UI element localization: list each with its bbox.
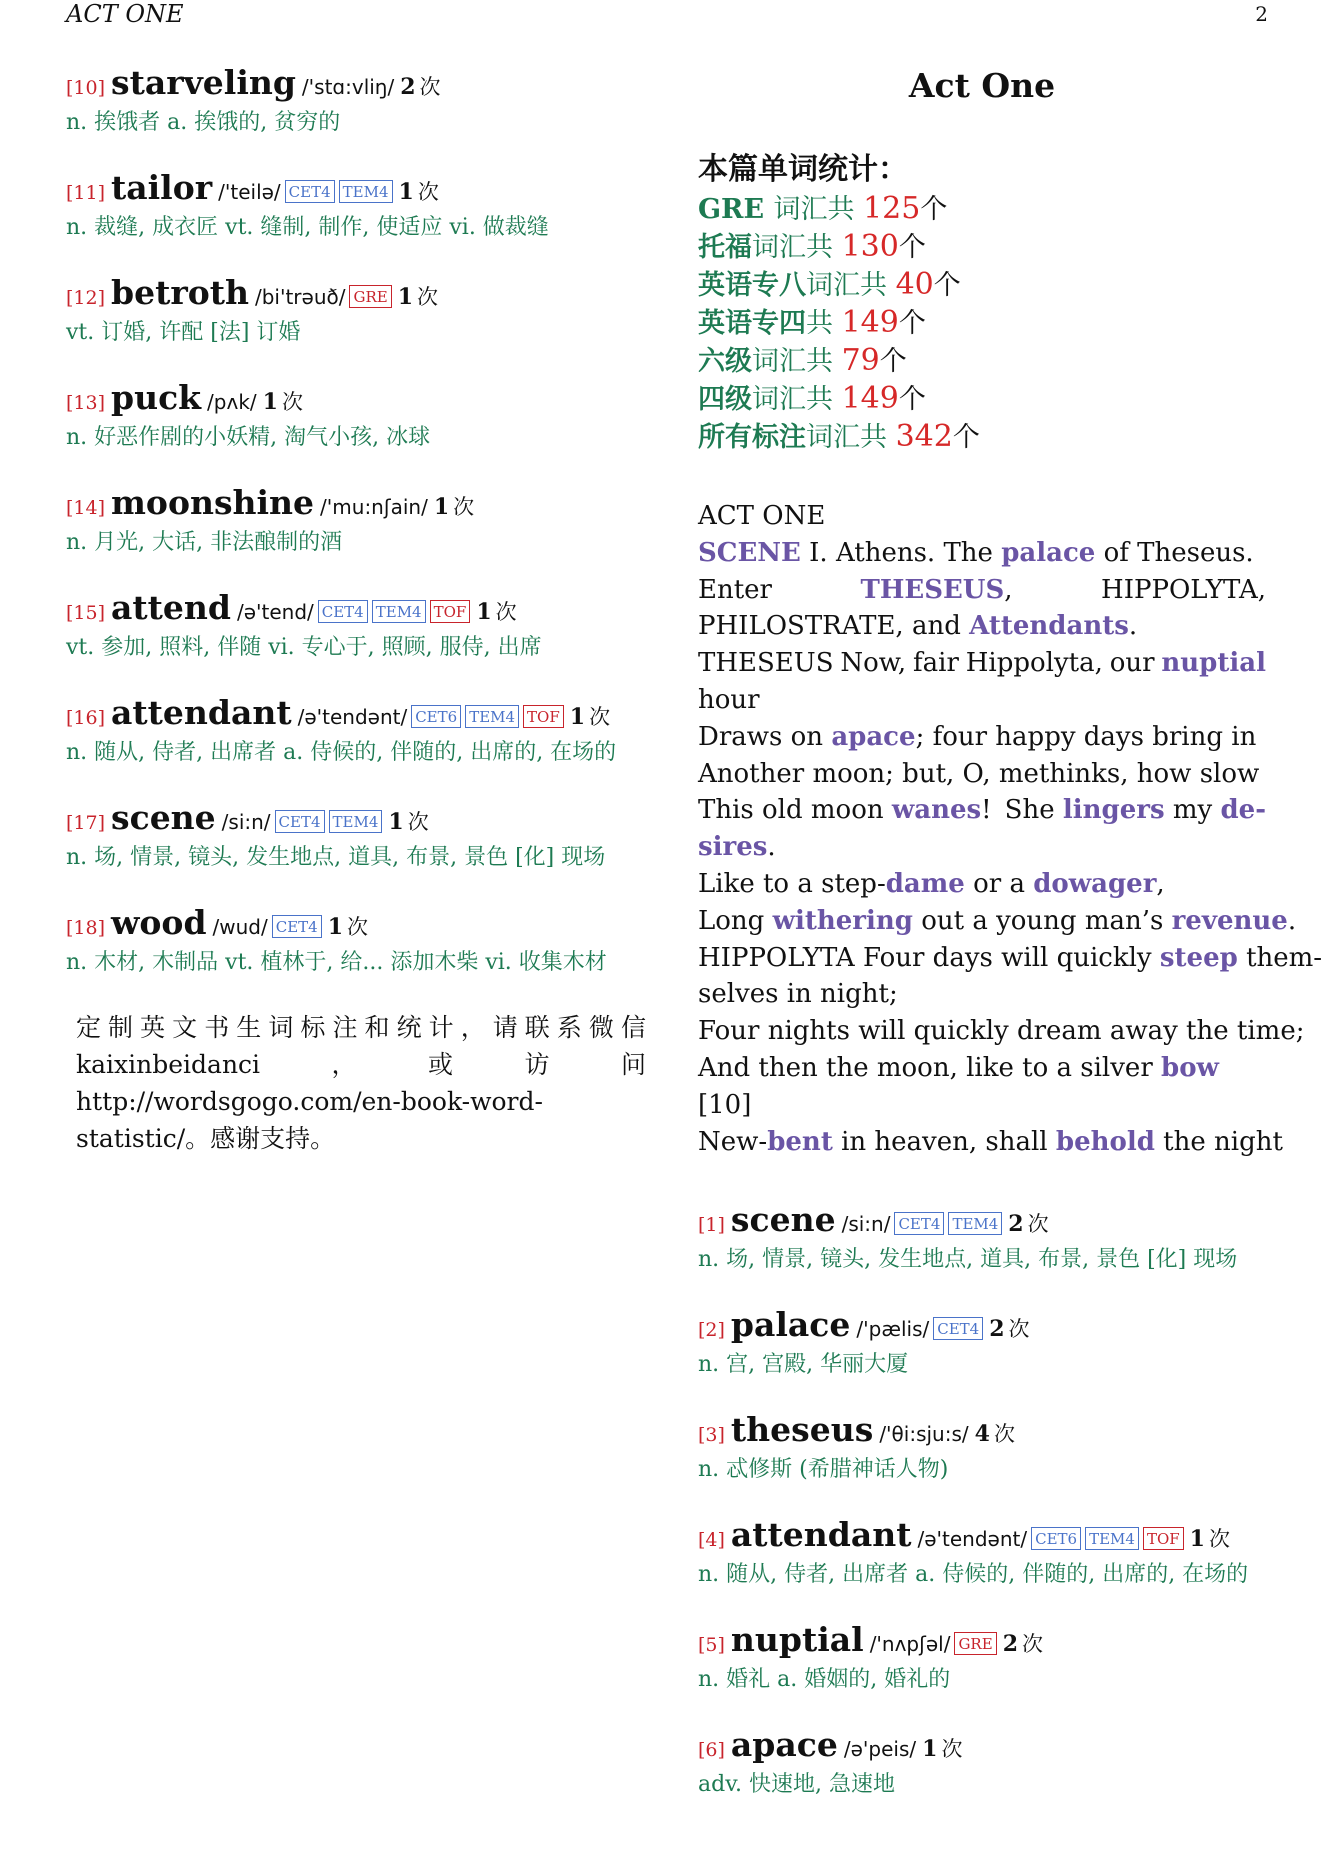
text-line: [698, 866, 1266, 903]
entry-head: [66, 694, 646, 738]
definition: n. 随从, 侍者, 出席者 a. 侍候的, 伴随的, 出席的, 在场的: [698, 1562, 1249, 1588]
text-line: [698, 572, 1266, 609]
phonetic: /'mu:nʃain/: [320, 495, 428, 519]
text-line: [698, 1124, 1283, 1161]
stat-count: 342: [895, 419, 953, 454]
phonetic: /ə'tendənt/: [297, 705, 408, 729]
count-unit: 次: [347, 915, 369, 939]
entry-number: [5]: [698, 1634, 725, 1657]
definition: n. 场, 情景, 镜头, 发生地点, 道具, 布景, 景色 [化] 现场: [698, 1247, 1238, 1273]
entry-number: [14]: [66, 497, 106, 519]
vocab-entry: [698, 1726, 1266, 1800]
phonetic: /wud/: [212, 915, 268, 939]
entry-number: [13]: [66, 392, 106, 414]
stat-count: 79: [841, 343, 880, 378]
word-group: [966, 645, 1103, 682]
phonetic: /ə'tend/: [236, 600, 314, 624]
definition: vt. 订婚, 许配 [法] 订婚: [66, 320, 301, 345]
vocab-highlight: de-: [1220, 795, 1266, 826]
vocab-highlight: bow: [1161, 1052, 1219, 1083]
headword: attendant: [730, 1515, 912, 1555]
word-group: [1161, 645, 1266, 682]
headword: attend: [111, 588, 231, 627]
entry-head: [66, 379, 646, 423]
headword: palace: [730, 1305, 851, 1345]
stat-count: 125: [863, 191, 921, 226]
definition: n. 好恶作剧的小妖精, 淘气小孩, 冰球: [66, 425, 431, 450]
promo-text: 定制英文书生词标注和统计，请联系微信 kaixinbeidanci，或访问 http://wordsgogo.com/en-book-word-statistic/。感谢支持。: [76, 1013, 646, 1153]
level-tag: TEM4: [1085, 1527, 1139, 1550]
text-line: [698, 903, 1297, 940]
entry-head: [698, 1411, 1266, 1455]
count-unit: 次: [1022, 1632, 1043, 1657]
entry-head: [698, 1201, 1266, 1245]
stat-label: 英语专八: [698, 270, 806, 301]
definition: n. 场, 情景, 镜头, 发生地点, 道具, 布景, 景色 [化] 现场: [66, 845, 606, 870]
entry-head: [66, 799, 646, 843]
text-segment: And then the moon, like to a silver: [698, 1052, 1162, 1083]
page-number: 2: [1255, 2, 1268, 26]
stat-word: 共: [806, 308, 842, 339]
right-column: [698, 64, 1322, 1831]
play-text: [698, 498, 1322, 1160]
vocab-entry: [698, 1516, 1266, 1590]
stat-word: 词汇共: [806, 422, 896, 453]
vocab-highlight: withering: [772, 905, 913, 936]
text-segment: .: [767, 832, 776, 863]
text-segment: ACT ONE: [698, 501, 826, 531]
headword: tailor: [111, 168, 213, 207]
count-unit: 次: [417, 180, 439, 204]
definition: n. 月光, 大话, 非法酿制的酒: [66, 530, 343, 555]
entry-head: [66, 169, 646, 213]
entry-number: [15]: [66, 602, 106, 624]
stat-line: [698, 304, 1266, 342]
vocab-entry: [698, 1621, 1266, 1695]
entry-head: [698, 1516, 1266, 1560]
entry-number: [18]: [66, 917, 106, 939]
entry-head: [66, 484, 646, 528]
definition: n. 忒修斯 (希腊神话人物): [698, 1457, 949, 1483]
definition: n. 裁缝, 成衣匠 vt. 缝制, 制作, 使适应 vi. 做裁缝: [66, 215, 549, 240]
count-unit: 次: [453, 495, 475, 519]
vocab-entry: [66, 904, 646, 978]
level-tag: CET4: [272, 915, 322, 938]
text-segment: Long: [698, 905, 773, 936]
count-unit: 次: [419, 75, 441, 99]
count-unit: 次: [1208, 1527, 1230, 1552]
definition: vt. 参加, 照料, 伴随 vi. 专心于, 照顾, 服侍, 出席: [66, 635, 542, 660]
level-tag: TEM4: [372, 600, 426, 623]
headword: wood: [111, 903, 207, 942]
definition: n. 挨饿者 a. 挨饿的, 贫穷的: [66, 110, 341, 135]
text-segment: !: [981, 795, 992, 826]
headword: starveling: [111, 63, 296, 102]
occurrence-count: 2: [1002, 1631, 1018, 1658]
stat-unit: 个: [879, 346, 907, 377]
stat-line: [698, 190, 1266, 228]
level-tag: GRE: [349, 285, 391, 308]
entry-number: [3]: [698, 1424, 725, 1447]
level-tag: CET6: [1031, 1527, 1081, 1550]
vocab-highlight: dowager: [1033, 868, 1157, 899]
headword: apace: [730, 1725, 838, 1765]
entry-head: [698, 1621, 1266, 1665]
count-unit: 次: [281, 390, 303, 414]
level-tag: TOF: [523, 705, 564, 728]
level-tag: CET4: [933, 1317, 983, 1340]
stat-count: 130: [841, 229, 899, 264]
phonetic: /'pælis/: [856, 1317, 930, 1342]
occurrence-count: 1: [476, 599, 492, 625]
entry-head: [66, 589, 646, 633]
text-segment: HIPPOLYTA Four days will quickly: [698, 942, 1160, 973]
headword: moonshine: [111, 483, 315, 522]
phonetic: /ə'tendənt/: [917, 1527, 1028, 1552]
text-segment: I. Athens. The: [800, 537, 1002, 568]
stat-label: 六级: [698, 346, 752, 377]
stat-word: 词汇共: [806, 270, 896, 301]
text-segment: the night: [1154, 1126, 1283, 1157]
text-segment: PHILOSTRATE, and: [698, 611, 970, 642]
vocab-entry: [66, 64, 646, 138]
text-segment: Draws on: [698, 721, 832, 752]
word-group: [698, 645, 834, 682]
stat-count: 149: [841, 381, 899, 416]
vocab-highlight: dame: [885, 868, 965, 899]
text-segment: .: [1128, 611, 1138, 642]
level-tag: CET6: [411, 705, 461, 728]
word-group: [698, 792, 992, 829]
stat-count: 40: [895, 267, 934, 302]
level-tag: TEM4: [948, 1212, 1002, 1235]
stat-line: [698, 380, 1266, 418]
vocab-highlight: sires: [698, 832, 768, 863]
vocab-entry: [66, 379, 646, 453]
text-line: [698, 682, 1266, 719]
occurrence-count: 1: [388, 809, 404, 835]
count-unit: 次: [407, 810, 429, 834]
definition: n. 宫, 宫殿, 华丽大厦: [698, 1352, 909, 1378]
count-unit: 次: [589, 705, 611, 729]
vocab-highlight: Attendants: [969, 611, 1129, 642]
text-segment: Hippolyta,: [965, 648, 1103, 679]
stat-unit: 个: [898, 232, 926, 263]
text-segment: She: [1004, 795, 1063, 826]
phonetic: /'stɑ:vliŋ/: [301, 75, 395, 99]
headword: puck: [111, 378, 202, 417]
word-group: [1101, 572, 1266, 609]
level-tag: TOF: [430, 600, 471, 623]
text-segment: Like to a step-: [698, 868, 886, 899]
definition: adv. 快速地, 急速地: [698, 1772, 895, 1798]
occurrence-count: 1: [1189, 1526, 1205, 1553]
stat-line: [698, 228, 1266, 266]
occurrence-count: 2: [400, 74, 416, 100]
stat-label: 四级: [698, 384, 752, 415]
vocab-entry: [66, 589, 646, 663]
stat-word: 词汇共: [773, 194, 864, 225]
text-segment: selves in night;: [698, 979, 898, 1010]
text-line: [698, 829, 1266, 866]
text-segment: ,: [1156, 868, 1165, 899]
text-line: [698, 535, 1266, 572]
vocab-highlight: apace: [831, 721, 916, 752]
occurrence-count: 2: [1008, 1211, 1024, 1238]
occurrence-count: 1: [327, 914, 344, 940]
stats-lines: [698, 190, 1266, 456]
text-segment: in heaven, shall: [832, 1126, 1056, 1157]
text-segment: .: [1287, 905, 1297, 936]
occurrence-count: 1: [398, 179, 414, 205]
stat-count: 149: [841, 305, 899, 340]
stat-unit: 个: [933, 270, 961, 301]
stat-word: 词汇共: [752, 384, 842, 415]
text-line: [698, 976, 1266, 1013]
text-line: [698, 792, 1266, 829]
text-segment: Four nights will quickly dream away the time;: [698, 1016, 1305, 1047]
vocab-highlight: lingers: [1062, 795, 1165, 826]
stat-word: 词汇共: [752, 232, 842, 263]
entry-head: [66, 904, 646, 948]
phonetic: /bi'trəuð/: [254, 285, 346, 309]
level-tag: TEM4: [339, 180, 393, 203]
stat-line: [698, 266, 1266, 304]
vocab-highlight: wanes: [891, 795, 982, 826]
left-column: [66, 64, 646, 1157]
entry-number: [1]: [698, 1214, 725, 1237]
vocab-highlight: steep: [1159, 942, 1238, 973]
text-segment: fair: [913, 648, 959, 679]
vocab-entry: [66, 484, 646, 558]
vocab-list-right: [698, 1201, 1266, 1800]
occurrence-count: 1: [569, 704, 586, 730]
text-segment: them-: [1237, 942, 1322, 973]
stat-label: 所有标注: [698, 422, 806, 453]
headword: attendant: [111, 693, 292, 732]
level-tag: TEM4: [465, 705, 519, 728]
word-group: [860, 572, 1012, 609]
phonetic: /'teilə/: [218, 180, 281, 204]
entry-number: [10]: [66, 77, 106, 99]
level-tag: TOF: [1143, 1527, 1184, 1550]
occurrence-count: 1: [433, 494, 450, 520]
stat-word: 词汇共: [752, 346, 842, 377]
stats-heading: 本篇单词统计：: [698, 152, 908, 187]
definition: n. 婚礼 a. 婚姻的, 婚礼的: [698, 1667, 951, 1693]
stat-unit: 个: [898, 308, 926, 339]
text-segment: Enter: [698, 574, 772, 605]
definition: n. 随从, 侍者, 出席者 a. 侍候的, 伴随的, 出席的, 在场的: [66, 740, 617, 765]
stat-line: [698, 418, 1266, 456]
vocab-entry: [698, 1201, 1266, 1275]
word-group: [1005, 792, 1266, 829]
word-stats: [698, 150, 1266, 456]
text-line: [698, 719, 1266, 756]
text-line: [698, 498, 1266, 535]
text-segment: This old moon: [698, 795, 892, 826]
vocab-entry: [698, 1306, 1266, 1380]
occurrence-count: 1: [922, 1736, 938, 1763]
vocab-highlight: THESEUS: [860, 574, 1005, 605]
text-line: [698, 645, 1266, 682]
occurrence-count: 1: [397, 284, 414, 310]
text-line: [698, 940, 1322, 977]
phonetic: /'nʌpʃəl/: [869, 1632, 951, 1657]
count-unit: 次: [941, 1737, 963, 1762]
text-segment: hour: [698, 684, 760, 715]
phonetic: /pʌk/: [207, 390, 257, 414]
level-tag: CET4: [285, 180, 335, 203]
level-tag: TEM4: [329, 810, 383, 833]
occurrence-count: 1: [262, 389, 278, 415]
word-group: [698, 572, 772, 609]
text-segment: THESEUS: [698, 648, 834, 679]
count-unit: 次: [1027, 1212, 1049, 1237]
entry-head: [698, 1306, 1266, 1350]
text-segment: HIPPOLYTA,: [1101, 574, 1266, 605]
text-segment: ,: [1004, 574, 1013, 605]
text-segment: or a: [964, 868, 1034, 899]
level-tag: GRE: [954, 1632, 996, 1655]
count-unit: 次: [495, 600, 517, 624]
text-segment: out a young man’s: [912, 905, 1172, 936]
entry-number: [17]: [66, 812, 106, 834]
stat-unit: 个: [952, 422, 980, 453]
entry-number: [4]: [698, 1529, 725, 1552]
vocab-list-left: [66, 64, 646, 978]
phonetic: /si:n/: [841, 1212, 891, 1237]
headword: betroth: [111, 273, 249, 312]
stat-label: GRE: [698, 194, 774, 225]
vocab-entry: [698, 1411, 1266, 1485]
entry-number: [6]: [698, 1739, 725, 1762]
text-line: [698, 756, 1266, 793]
entry-head: [698, 1726, 1266, 1770]
word-group: [913, 645, 959, 682]
entry-head: [66, 64, 646, 108]
text-line: [698, 608, 1266, 645]
headword: nuptial: [730, 1620, 864, 1660]
stat-label: 英语专四: [698, 308, 806, 339]
vocab-entry: [66, 274, 646, 348]
word-group: [840, 645, 906, 682]
vocab-highlight: palace: [1001, 537, 1096, 568]
text-segment: New-: [698, 1126, 768, 1157]
entry-number: [11]: [66, 182, 106, 204]
phonetic: /si:n/: [221, 810, 271, 834]
text-line: [698, 1050, 1266, 1087]
level-tag: CET4: [894, 1212, 944, 1235]
occurrence-count: 4: [974, 1421, 990, 1448]
text-line: [698, 1013, 1305, 1050]
vocab-highlight: nuptial: [1161, 648, 1266, 679]
stat-line: [698, 342, 1266, 380]
vocab-highlight: SCENE: [698, 537, 801, 568]
headword: scene: [111, 798, 216, 837]
vocab-highlight: bent: [767, 1126, 833, 1157]
running-head: ACT ONE: [66, 0, 184, 28]
level-tag: CET4: [318, 600, 368, 623]
stat-label: 托福: [698, 232, 752, 263]
text-segment: [10]: [698, 1089, 752, 1120]
text-segment: my: [1164, 795, 1221, 826]
entry-number: [2]: [698, 1319, 725, 1342]
text-segment: Another moon; but, O, methinks, how slow: [698, 758, 1260, 789]
vocab-entry: [66, 169, 646, 243]
text-segment: of Theseus.: [1095, 537, 1254, 568]
act-title: Act One: [908, 66, 1056, 105]
vocab-highlight: revenue: [1171, 905, 1288, 936]
entry-number: [16]: [66, 707, 106, 729]
count-unit: 次: [993, 1422, 1015, 1447]
count-unit: 次: [417, 285, 439, 309]
text-segment: ; four happy days bring in: [915, 721, 1257, 752]
text-segment: Now,: [840, 648, 907, 679]
word-group: [1110, 645, 1155, 682]
phonetic: /ə'peis/: [843, 1737, 917, 1762]
phonetic: /'θi:sju:s/: [879, 1422, 969, 1447]
occurrence-count: 2: [989, 1316, 1005, 1343]
headword: theseus: [730, 1410, 874, 1450]
headword: scene: [730, 1200, 836, 1240]
vocab-entry: [66, 694, 646, 768]
text-segment: our: [1109, 648, 1155, 679]
entry-head: [66, 274, 646, 318]
stat-unit: 个: [898, 384, 926, 415]
text-line: [698, 1087, 1266, 1124]
entry-number: [12]: [66, 287, 106, 309]
stat-unit: 个: [920, 194, 948, 225]
vocab-entry: [66, 799, 646, 873]
level-tag: CET4: [275, 810, 325, 833]
count-unit: 次: [1008, 1317, 1030, 1342]
vocab-highlight: behold: [1055, 1126, 1155, 1157]
definition: n. 木材, 木制品 vt. 植林于, 给... 添加木柴 vi. 收集木材: [66, 950, 607, 975]
